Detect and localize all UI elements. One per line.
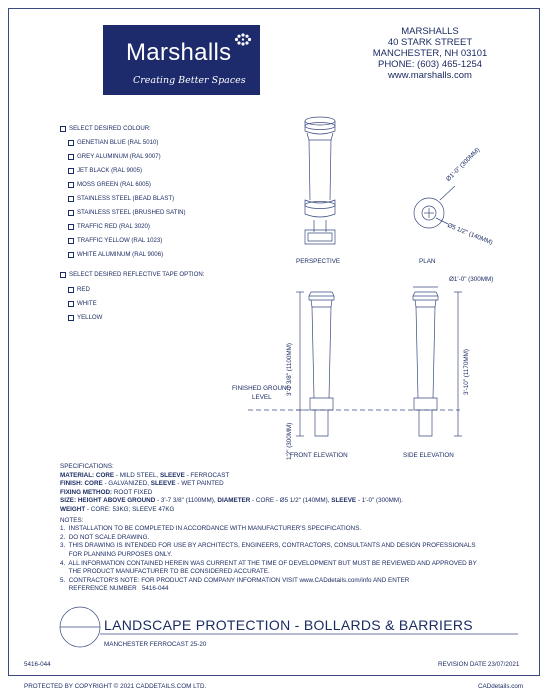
tape-option-label: RED bbox=[77, 286, 90, 293]
spec-fixing-value: ROOT FIXED bbox=[113, 488, 153, 496]
spec-size bbox=[60, 497, 477, 506]
logo-tagline: Creating Better Spaces bbox=[133, 75, 246, 86]
company-website: www.marshalls.com bbox=[388, 70, 472, 81]
perspective-drawing bbox=[305, 117, 335, 244]
front-elevation-label: FRONT ELEVATION bbox=[290, 452, 348, 459]
spec-material-sleeve: - FERROCAST bbox=[186, 471, 230, 479]
logo-brand: Marshalls bbox=[126, 39, 232, 66]
spec-finish-core: - GALVANIZED, bbox=[104, 480, 150, 488]
colour-option-label: STAINLESS STEEL (BEAD BLAST) bbox=[77, 195, 175, 202]
revision-date: REVISION DATE 23/07/2021 bbox=[438, 661, 520, 668]
perspective-label: PERSPECTIVE bbox=[296, 258, 341, 265]
front-embed-dim: 1'2" (300MM) bbox=[286, 422, 293, 460]
company-street: 40 STARK STREET bbox=[387, 37, 473, 48]
note-line: FOR PLANNING PURPOSES ONLY. bbox=[60, 550, 173, 558]
spec-finish bbox=[60, 480, 477, 489]
note-line: 4. ALL INFORMATION CONTAINED HEREIN WAS CURRENT AT THE TIME OF DEVELOPMENT BUT MUST BE REVIEWED AND APPROVED BY bbox=[60, 559, 477, 567]
plan-inner-dim: Ø5 1/2" (140MM) bbox=[446, 222, 494, 247]
ground-label-line1: FINISHED GROUND bbox=[232, 385, 292, 392]
side-top-dim: Ø1'-0" (300MM) bbox=[449, 276, 494, 283]
colour-option-label: MOSS GREEN (RAL 6005) bbox=[77, 181, 151, 188]
tape-option-label: WHITE bbox=[77, 300, 97, 307]
note-line: THE PRODUCT MANUFACTURER TO BE CONSIDERED ACCURATE. bbox=[60, 568, 270, 576]
side-elevation-drawing bbox=[413, 287, 462, 436]
colour-option-label: TRAFFIC YELLOW (RAL 1023) bbox=[77, 237, 163, 244]
tape-option-label: YELLOW bbox=[77, 314, 103, 321]
front-height-dim: 3'-7 3/8" (1100MM) bbox=[286, 342, 293, 396]
spec-size-diameter: - CORE - Ø5 1/2" (140MM), bbox=[252, 497, 330, 505]
spec-material-sleeve-label: SLEEVE bbox=[159, 471, 185, 479]
spec-material-label: MATERIAL: bbox=[60, 471, 95, 479]
note-line: 3. THIS DRAWING IS INTENDED FOR USE BY ARCHITECTS, ENGINEERS, CONTRACTORS, CONSULTANTS AND DESIGN PROFESSIONALS bbox=[60, 542, 476, 550]
drawing-subtitle: MANCHESTER FERROCAST 25-20 bbox=[104, 641, 207, 648]
ground-label-line2: LEVEL bbox=[252, 394, 272, 401]
company-name: MARSHALLS bbox=[401, 26, 459, 37]
caddetails-link[interactable]: CADdetails.com bbox=[478, 683, 524, 690]
spec-finish-sleeve: - WET PAINTED bbox=[177, 480, 224, 488]
spec-size-height: - 3'-7 3/8" (1100MM), bbox=[157, 497, 216, 505]
side-elevation-label: SIDE ELEVATION bbox=[403, 452, 454, 459]
reference-number: 5416-044 bbox=[24, 661, 51, 668]
side-height-dim: 3'-10" (1170MM) bbox=[463, 348, 470, 395]
spec-size-diameter-label: DIAMETER bbox=[217, 497, 251, 505]
spec-size-sleeve-label: SLEEVE bbox=[331, 497, 357, 505]
spec-fixing-label: FIXING METHOD: bbox=[60, 488, 113, 496]
colour-option-label: GENETIAN BLUE (RAL 5010) bbox=[77, 139, 159, 146]
spec-finish-label: FINISH: bbox=[60, 480, 83, 488]
colour-option-label: TRAFFIC RED (RAL 3020) bbox=[77, 223, 150, 230]
company-phone: PHONE: (603) 465-1254 bbox=[377, 59, 483, 70]
spec-size-sleeve: - 1'-0" (300MM). bbox=[357, 497, 403, 505]
colour-option-label: STAINLESS STEEL (BRUSHED SATIN) bbox=[77, 209, 186, 216]
spec-material bbox=[60, 472, 477, 481]
spec-finish-sleeve-label: SLEEVE bbox=[150, 480, 176, 488]
drawing-title: LANDSCAPE PROTECTION - BOLLARDS & BARRIERS bbox=[104, 617, 473, 633]
notes-heading: NOTES: bbox=[60, 516, 84, 524]
specifications bbox=[60, 463, 477, 594]
spec-weight-label: WEIGHT bbox=[60, 505, 86, 513]
spec-fixing bbox=[60, 489, 477, 498]
front-elevation-drawing bbox=[296, 292, 334, 436]
spec-material-core: - MILD STEEL, bbox=[115, 471, 159, 479]
colour-option-label: GREY ALUMINUM (RAL 9007) bbox=[77, 153, 161, 160]
spec-finish-core-label: CORE bbox=[84, 480, 103, 488]
spec-weight-value: - CORE: 53KG; SLEEVE 47KG bbox=[86, 505, 175, 513]
note-line: 1. INSTALLATION TO BE COMPLETED IN ACCORDANCE WITH MANUFACTURER'S SPECIFICATIONS. bbox=[60, 525, 362, 533]
tape-heading-label: SELECT DESIRED REFLECTIVE TAPE OPTION: bbox=[69, 271, 205, 278]
colour-option-label: JET BLACK (RAL 9005) bbox=[77, 167, 143, 174]
colour-heading-label: SELECT DESIRED COLOUR: bbox=[69, 125, 151, 132]
copyright-notice: PROTECTED BY COPYRIGHT © 2021 CADDETAILS.COM LTD. bbox=[24, 683, 207, 690]
note-line: 2. DO NOT SCALE DRAWING. bbox=[60, 533, 150, 541]
plan-outer-dim: Ø1'-0" (300MM) bbox=[445, 146, 482, 183]
spec-weight bbox=[60, 506, 477, 515]
plan-label: PLAN bbox=[419, 258, 436, 265]
spec-material-core-label: CORE bbox=[95, 471, 115, 479]
specs-heading: SPECIFICATIONS: bbox=[60, 463, 114, 470]
note-line: 5. CONTRACTOR'S NOTE: FOR PRODUCT AND COMPANY INFORMATION VISIT www.CADdetails.com/info AND ENTER bbox=[60, 576, 410, 584]
company-city: MANCHESTER, NH 03101 bbox=[372, 48, 488, 59]
note-line: REFERENCE NUMBER 5416-044 bbox=[60, 585, 169, 593]
colour-option-label: WHITE ALUMINUM (RAL 9006) bbox=[77, 251, 164, 258]
spec-size-label: SIZE: HEIGHT ABOVE GROUND bbox=[60, 497, 156, 505]
